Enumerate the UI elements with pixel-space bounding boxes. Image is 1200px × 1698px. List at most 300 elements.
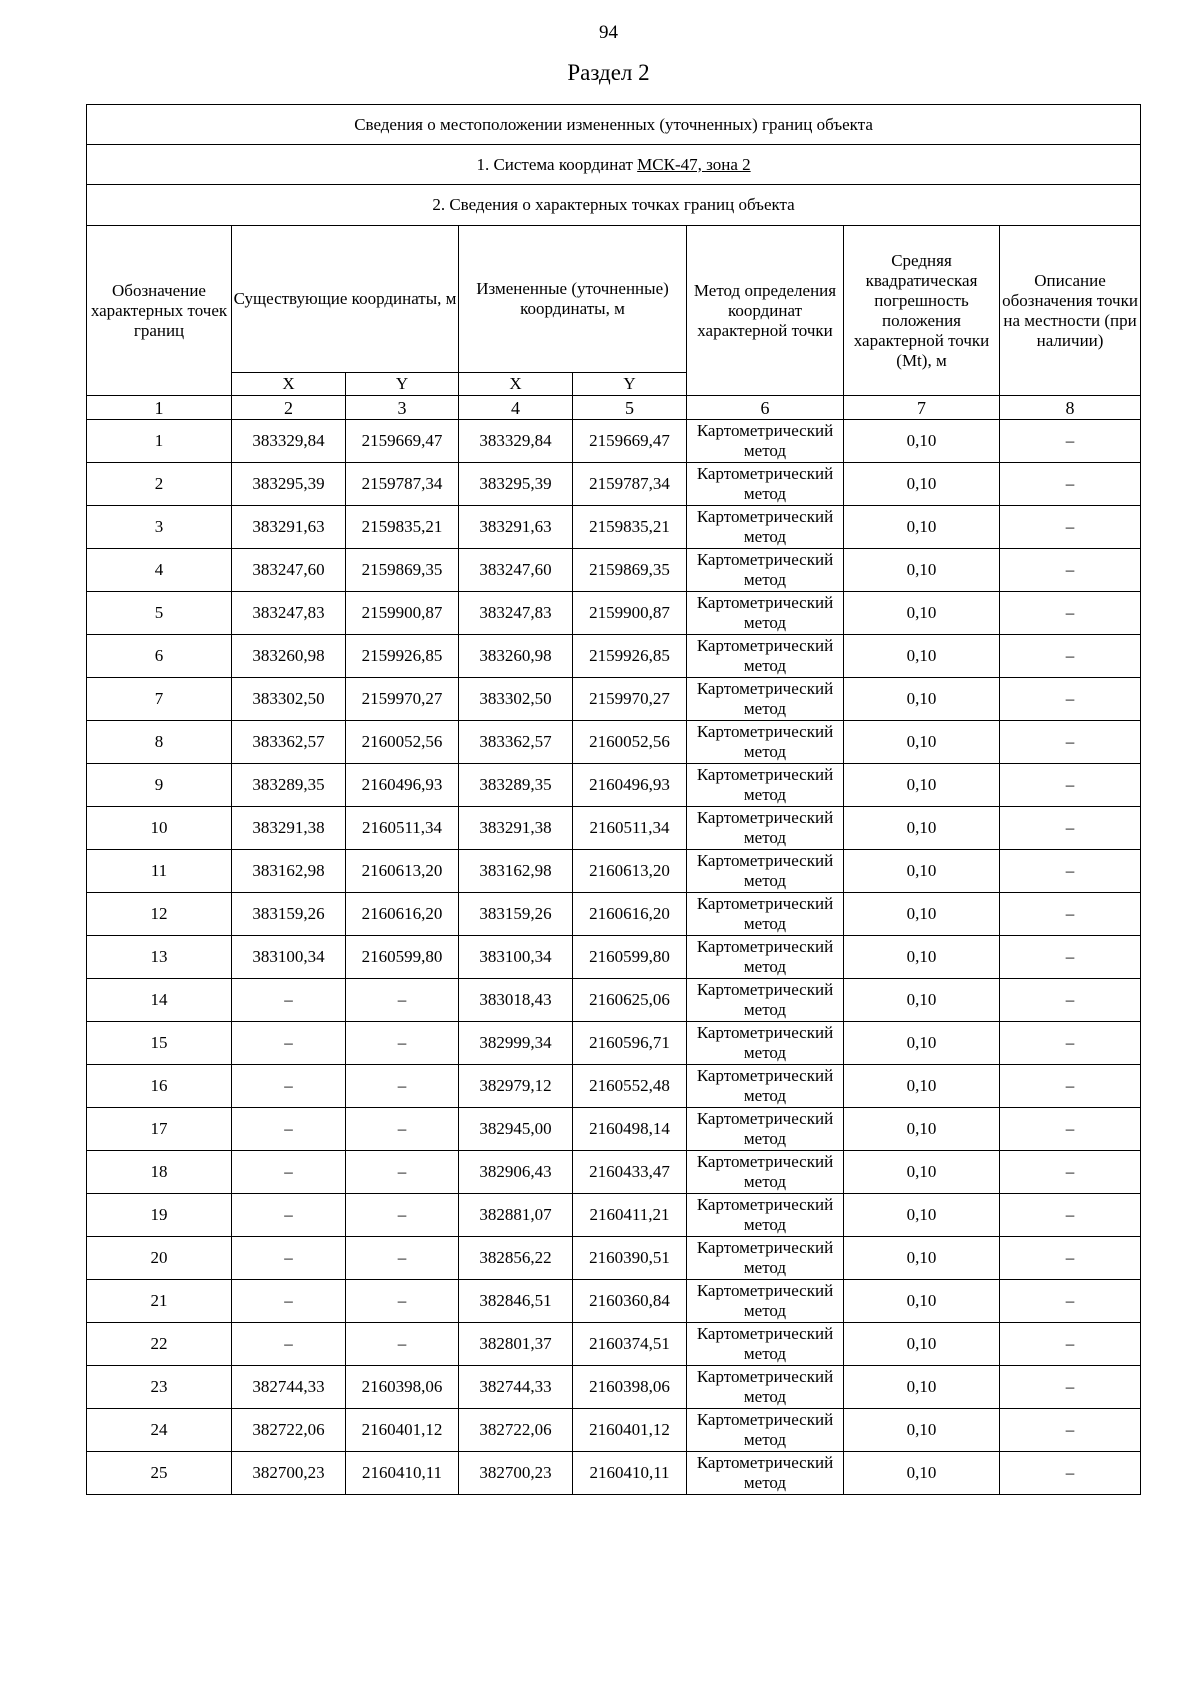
method-line-2: метод [743,1129,787,1148]
changed-y: 2160360,84 [573,1280,687,1323]
method [687,1237,844,1280]
changed-y: 2160599,80 [573,936,687,979]
table-row [87,1452,1141,1495]
accuracy: 0,10 [844,592,1000,635]
method-line-1: Картометрический [696,851,834,870]
method [687,1409,844,1452]
description: – [1000,721,1141,764]
table-title: Сведения о местоположении измененных (уточненных) границ объекта [87,105,1141,145]
existing-x: 383247,60 [232,549,346,592]
accuracy: 0,10 [844,463,1000,506]
changed-y: 2160052,56 [573,721,687,764]
accuracy: 0,10 [844,506,1000,549]
existing-x: 383291,38 [232,807,346,850]
existing-x: – [232,1065,346,1108]
table-row [87,678,1141,721]
existing-x: 383302,50 [232,678,346,721]
existing-y: – [346,1323,459,1366]
existing-y: 2160401,12 [346,1409,459,1452]
table-row [87,1409,1141,1452]
method-line-1: Картометрический [696,593,834,612]
existing-y: 2160616,20 [346,893,459,936]
point-number: 20 [87,1237,232,1280]
method-line-2: метод [743,1301,787,1320]
description: – [1000,592,1141,635]
changed-x: 382856,22 [459,1237,573,1280]
method-line-1: Картометрический [696,1238,834,1257]
changed-y: 2160616,20 [573,893,687,936]
method [687,1151,844,1194]
point-number: 5 [87,592,232,635]
existing-y: – [346,979,459,1022]
changed-y: 2159869,35 [573,549,687,592]
method-line-2: метод [743,527,787,546]
method-line-1: Картометрический [696,1281,834,1300]
existing-x: – [232,1280,346,1323]
existing-x: 383100,34 [232,936,346,979]
method [687,678,844,721]
column-number: 6 [687,396,844,420]
accuracy: 0,10 [844,1151,1000,1194]
table-row [87,463,1141,506]
method [687,1022,844,1065]
method-line-1: Картометрический [696,1367,834,1386]
changed-x: 382999,34 [459,1022,573,1065]
description: – [1000,1065,1141,1108]
point-number: 14 [87,979,232,1022]
description: – [1000,979,1141,1022]
table-row [87,1065,1141,1108]
method-line-2: метод [743,1430,787,1449]
method-line-1: Картометрический [696,1195,834,1214]
method-line-1: Картометрический [696,1109,834,1128]
existing-x: – [232,979,346,1022]
description: – [1000,463,1141,506]
point-number: 1 [87,420,232,463]
existing-x: – [232,1022,346,1065]
table-row [87,1366,1141,1409]
method-line-1: Картометрический [696,1023,834,1042]
method [687,1065,844,1108]
column-number: 5 [573,396,687,420]
method-line-2: метод [743,1172,787,1191]
existing-y: 2160398,06 [346,1366,459,1409]
table-row [87,1022,1141,1065]
table-row [87,635,1141,678]
changed-y: 2160496,93 [573,764,687,807]
method-line-2: метод [743,871,787,890]
table-row [87,592,1141,635]
point-number: 21 [87,1280,232,1323]
method-line-2: метод [743,656,787,675]
description: – [1000,1452,1141,1495]
table-row [87,979,1141,1022]
point-number: 16 [87,1065,232,1108]
changed-y: 2160401,12 [573,1409,687,1452]
method-line-1: Картометрический [696,550,834,569]
existing-x: – [232,1151,346,1194]
method [687,1323,844,1366]
existing-x: 383291,63 [232,506,346,549]
table-row [87,1151,1141,1194]
accuracy: 0,10 [844,549,1000,592]
method-line-2: метод [743,828,787,847]
existing-x: 382722,06 [232,1409,346,1452]
point-number: 25 [87,1452,232,1495]
existing-x: 383260,98 [232,635,346,678]
method-line-2: метод [743,1000,787,1019]
table-row [87,549,1141,592]
method [687,463,844,506]
changed-x: 383260,98 [459,635,573,678]
existing-y: – [346,1022,459,1065]
table-row [87,936,1141,979]
changed-y: 2160625,06 [573,979,687,1022]
accuracy: 0,10 [844,1409,1000,1452]
header-existing-coordinates: Существующие координаты, м [232,226,459,373]
changed-y: 2160498,14 [573,1108,687,1151]
existing-x: – [232,1194,346,1237]
changed-y: 2160411,21 [573,1194,687,1237]
description: – [1000,1022,1141,1065]
changed-y: 2160390,51 [573,1237,687,1280]
header-changed-y: Y [573,373,687,396]
section-title: Раздел 2 [567,60,650,85]
table-row [87,807,1141,850]
changed-x: 383362,57 [459,721,573,764]
method-line-2: метод [743,1473,787,1492]
method [687,721,844,764]
coord-system-row [87,145,1141,185]
point-number: 7 [87,678,232,721]
description: – [1000,893,1141,936]
changed-x: 383100,34 [459,936,573,979]
accuracy: 0,10 [844,1065,1000,1108]
existing-y: 2160599,80 [346,936,459,979]
point-number: 10 [87,807,232,850]
table-row [87,1108,1141,1151]
method [687,1194,844,1237]
accuracy: 0,10 [844,678,1000,721]
accuracy: 0,10 [844,635,1000,678]
method-line-2: метод [743,570,787,589]
point-number: 24 [87,1409,232,1452]
description: – [1000,850,1141,893]
table-row [87,893,1141,936]
existing-y: 2159970,27 [346,678,459,721]
header-description: Описание обозначения точки на местности (при наличии) [1000,226,1141,396]
method [687,549,844,592]
header-accuracy: Средняя квадратическая погрешность положения характерной точки (Мt), м [844,226,1000,396]
method [687,592,844,635]
accuracy: 0,10 [844,1452,1000,1495]
accuracy: 0,10 [844,1280,1000,1323]
existing-y: 2159787,34 [346,463,459,506]
changed-x: 383289,35 [459,764,573,807]
accuracy: 0,10 [844,764,1000,807]
header-changed-x: X [459,373,573,396]
changed-y: 2160433,47 [573,1151,687,1194]
point-number: 11 [87,850,232,893]
column-number: 8 [1000,396,1141,420]
header-existing-y: Y [346,373,459,396]
column-numbers-row [87,396,1141,420]
existing-y: 2160410,11 [346,1452,459,1495]
existing-x: 383289,35 [232,764,346,807]
changed-x: 382881,07 [459,1194,573,1237]
changed-y: 2159926,85 [573,635,687,678]
existing-x: 383159,26 [232,893,346,936]
table-row [87,1323,1141,1366]
description: – [1000,1108,1141,1151]
point-number: 17 [87,1108,232,1151]
description: – [1000,1366,1141,1409]
accuracy: 0,10 [844,721,1000,764]
method [687,979,844,1022]
existing-x: – [232,1323,346,1366]
accuracy: 0,10 [844,1237,1000,1280]
changed-x: 383247,60 [459,549,573,592]
changed-x: 382945,00 [459,1108,573,1151]
coordinates-table [86,104,1141,1495]
description: – [1000,1151,1141,1194]
description: – [1000,807,1141,850]
column-number: 4 [459,396,573,420]
method [687,1366,844,1409]
table-row [87,721,1141,764]
method-line-1: Картометрический [696,679,834,698]
method [687,807,844,850]
method [687,893,844,936]
method-line-2: метод [743,914,787,933]
table-row [87,1237,1141,1280]
changed-y: 2160398,06 [573,1366,687,1409]
method [687,1280,844,1323]
method-line-1: Картометрический [696,507,834,526]
changed-y: 2159970,27 [573,678,687,721]
existing-y: – [346,1237,459,1280]
method-line-1: Картометрический [696,636,834,655]
method [687,506,844,549]
changed-x: 383329,84 [459,420,573,463]
description: – [1000,1237,1141,1280]
point-number: 6 [87,635,232,678]
description: – [1000,1409,1141,1452]
existing-y: 2159869,35 [346,549,459,592]
changed-x: 383302,50 [459,678,573,721]
method-line-1: Картометрический [696,980,834,999]
accuracy: 0,10 [844,936,1000,979]
method-line-2: метод [743,1043,787,1062]
existing-y: 2160052,56 [346,721,459,764]
description: – [1000,420,1141,463]
existing-y: 2160496,93 [346,764,459,807]
column-number: 7 [844,396,1000,420]
existing-y: – [346,1280,459,1323]
existing-y: 2159835,21 [346,506,459,549]
existing-y: 2160613,20 [346,850,459,893]
table-row [87,1194,1141,1237]
table-row [87,1280,1141,1323]
point-number: 13 [87,936,232,979]
description: – [1000,1194,1141,1237]
method-line-2: метод [743,1258,787,1277]
existing-y: – [346,1194,459,1237]
column-number: 1 [87,396,232,420]
method-line-1: Картометрический [696,464,834,483]
method-line-1: Картометрический [696,1152,834,1171]
method [687,1108,844,1151]
existing-x: 383329,84 [232,420,346,463]
changed-x: 382801,37 [459,1323,573,1366]
description: – [1000,1323,1141,1366]
method-line-1: Картометрический [696,421,834,440]
method-line-1: Картометрический [696,1066,834,1085]
changed-y: 2160511,34 [573,807,687,850]
accuracy: 0,10 [844,893,1000,936]
method-line-1: Картометрический [696,808,834,827]
method-line-2: метод [743,1086,787,1105]
changed-x: 383018,43 [459,979,573,1022]
point-number: 19 [87,1194,232,1237]
accuracy: 0,10 [844,1108,1000,1151]
point-number: 18 [87,1151,232,1194]
point-number: 3 [87,506,232,549]
method-line-2: метод [743,484,787,503]
method-line-1: Картометрический [696,765,834,784]
point-number: 15 [87,1022,232,1065]
existing-x: 383162,98 [232,850,346,893]
changed-x: 382846,51 [459,1280,573,1323]
table-row [87,420,1141,463]
existing-x: – [232,1237,346,1280]
method [687,850,844,893]
coord-system-label: 1. Система координат [476,154,638,174]
changed-x: 382979,12 [459,1065,573,1108]
method-line-2: метод [743,957,787,976]
point-number: 23 [87,1366,232,1409]
existing-y: 2160511,34 [346,807,459,850]
point-number: 4 [87,549,232,592]
changed-x: 382722,06 [459,1409,573,1452]
accuracy: 0,10 [844,850,1000,893]
method-line-2: метод [743,441,787,460]
column-number: 3 [346,396,459,420]
table-row [87,764,1141,807]
description: – [1000,1280,1141,1323]
existing-x: 383247,83 [232,592,346,635]
method-line-2: метод [743,742,787,761]
accuracy: 0,10 [844,1366,1000,1409]
existing-y: – [346,1108,459,1151]
changed-x: 383247,83 [459,592,573,635]
method [687,1452,844,1495]
existing-x: 382744,33 [232,1366,346,1409]
changed-y: 2160613,20 [573,850,687,893]
method-line-2: метод [743,785,787,804]
method-line-2: метод [743,1387,787,1406]
description: – [1000,635,1141,678]
existing-y: 2159669,47 [346,420,459,463]
method-line-1: Картометрический [696,1410,834,1429]
accuracy: 0,10 [844,807,1000,850]
accuracy: 0,10 [844,420,1000,463]
description: – [1000,764,1141,807]
existing-x: 383295,39 [232,463,346,506]
description: – [1000,678,1141,721]
changed-x: 382744,33 [459,1366,573,1409]
changed-y: 2160410,11 [573,1452,687,1495]
changed-x: 382906,43 [459,1151,573,1194]
point-number: 9 [87,764,232,807]
existing-x: – [232,1108,346,1151]
method [687,936,844,979]
description: – [1000,936,1141,979]
method-line-2: метод [743,1344,787,1363]
header-existing-x: X [232,373,346,396]
header-method: Метод определения координат характерной точки [687,226,844,396]
existing-x: 382700,23 [232,1452,346,1495]
method-line-1: Картометрический [696,894,834,913]
method [687,635,844,678]
method-line-1: Картометрический [696,1324,834,1343]
changed-y: 2159669,47 [573,420,687,463]
page-number: 94 [599,22,618,43]
coord-system-value: МСК-47, зона 2 [637,154,751,174]
point-number: 8 [87,721,232,764]
accuracy: 0,10 [844,979,1000,1022]
header-changed-coordinates: Измененные (уточненные) координаты, м [459,226,687,373]
method-line-2: метод [743,613,787,632]
existing-y: 2159926,85 [346,635,459,678]
description: – [1000,549,1141,592]
existing-y: – [346,1065,459,1108]
existing-x: 383362,57 [232,721,346,764]
changed-y: 2160596,71 [573,1022,687,1065]
method-line-1: Картометрический [696,937,834,956]
point-number: 22 [87,1323,232,1366]
existing-y: 2159900,87 [346,592,459,635]
changed-x: 383159,26 [459,893,573,936]
point-number: 2 [87,463,232,506]
points-section-title: 2. Сведения о характерных точках границ объекта [87,185,1141,226]
header-designation: Обозначение характерных точек границ [87,226,232,396]
changed-y: 2160552,48 [573,1065,687,1108]
table-row [87,506,1141,549]
changed-y: 2160374,51 [573,1323,687,1366]
method-line-1: Картометрический [696,722,834,741]
method [687,764,844,807]
changed-y: 2159900,87 [573,592,687,635]
existing-y: – [346,1151,459,1194]
description: – [1000,506,1141,549]
changed-x: 383291,63 [459,506,573,549]
changed-y: 2159787,34 [573,463,687,506]
accuracy: 0,10 [844,1323,1000,1366]
changed-x: 383295,39 [459,463,573,506]
accuracy: 0,10 [844,1194,1000,1237]
method-line-2: метод [743,1215,787,1234]
changed-x: 383162,98 [459,850,573,893]
method-line-2: метод [743,699,787,718]
changed-x: 383291,38 [459,807,573,850]
method [687,420,844,463]
changed-x: 382700,23 [459,1452,573,1495]
point-number: 12 [87,893,232,936]
table-row [87,850,1141,893]
accuracy: 0,10 [844,1022,1000,1065]
method-line-1: Картометрический [696,1453,834,1472]
